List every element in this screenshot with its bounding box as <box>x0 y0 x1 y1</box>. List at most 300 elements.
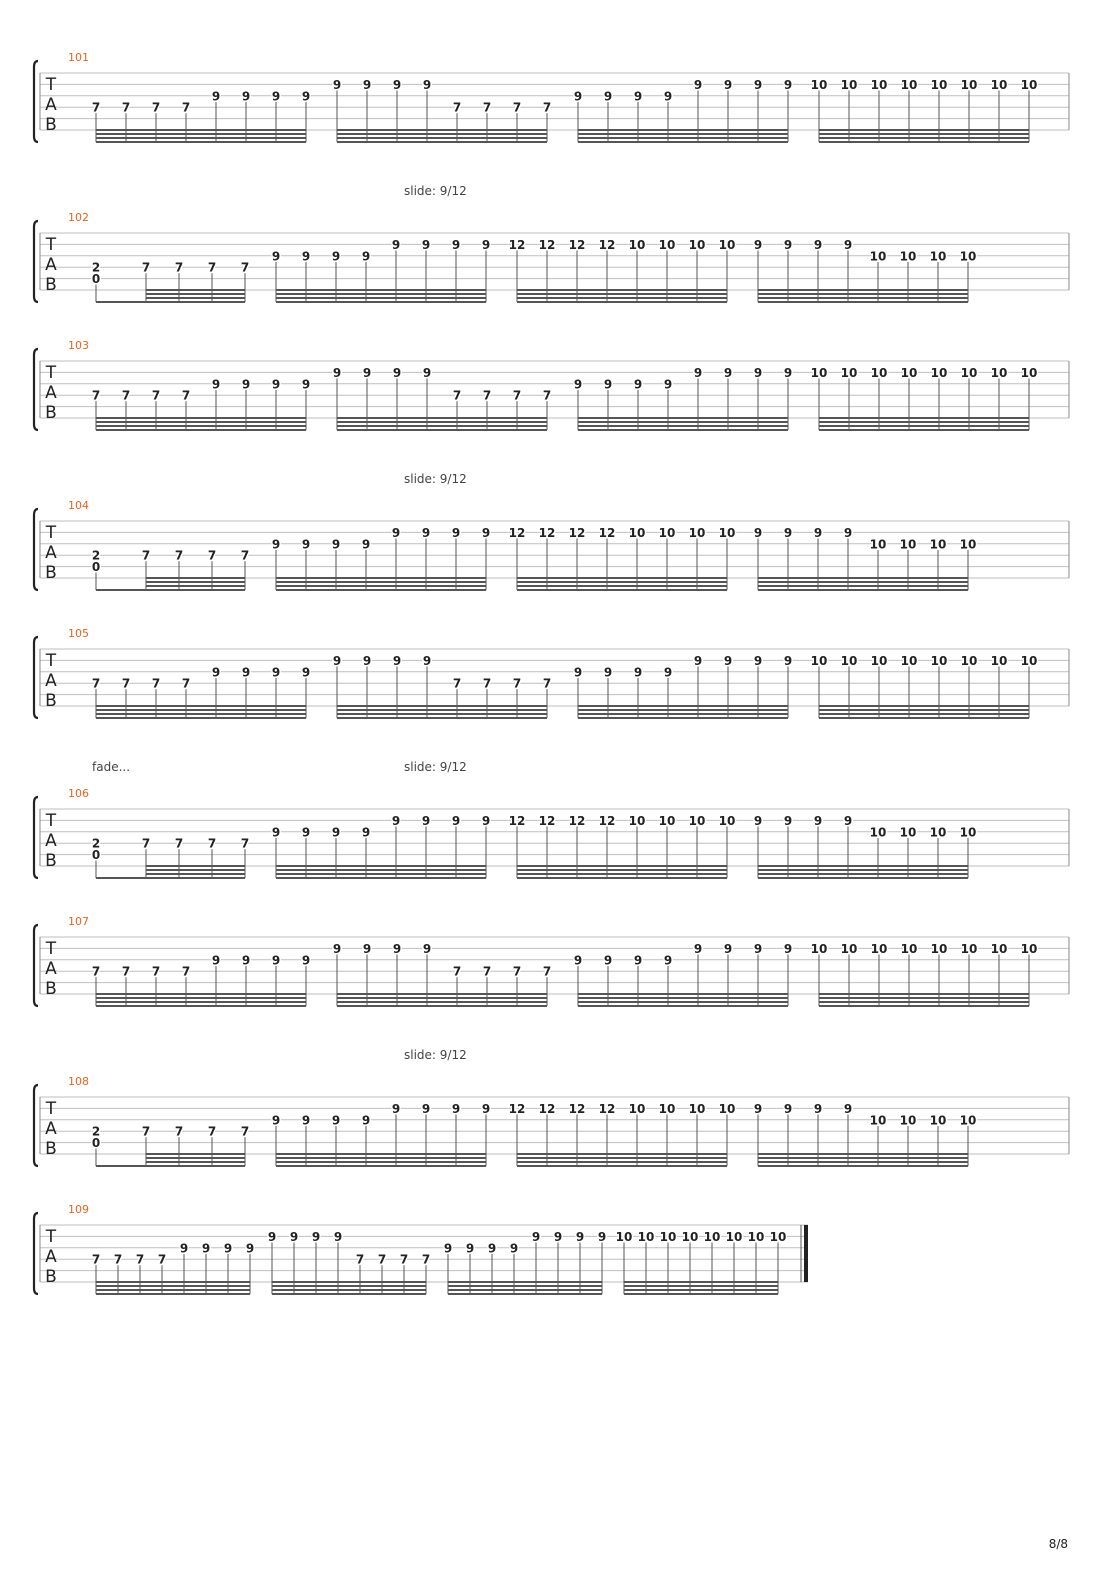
fret-number: 10 <box>688 1101 706 1116</box>
fret-number: 7 <box>207 836 217 851</box>
fret-number: 7 <box>482 964 492 979</box>
fret-number: 9 <box>753 365 763 380</box>
fret-number: 9 <box>723 77 733 92</box>
fret-number: 7 <box>207 260 217 275</box>
fret-number: 9 <box>693 365 703 380</box>
fret-number: 12 <box>538 237 556 252</box>
fret-number: 10 <box>900 941 918 956</box>
fret-number: 9 <box>301 377 311 392</box>
fret-number: 7 <box>207 1124 217 1139</box>
fret-number: 9 <box>633 377 643 392</box>
fret-number: 9 <box>301 537 311 552</box>
fret-number: 9 <box>211 953 221 968</box>
fret-number: 7 <box>113 1252 123 1267</box>
fret-number: 10 <box>718 813 736 828</box>
fret-number: 9 <box>271 249 281 264</box>
fret-number: 9 <box>723 653 733 668</box>
fret-number: 10 <box>959 825 977 840</box>
fret-number: 7 <box>157 1252 167 1267</box>
fret-number: 9 <box>603 665 613 680</box>
fret-number: 12 <box>598 813 616 828</box>
fret-number: 7 <box>512 676 522 691</box>
fret-number: 10 <box>900 365 918 380</box>
system-bracket <box>34 797 38 878</box>
fret-number: 10 <box>929 825 947 840</box>
tab-clef-letter: B <box>45 403 57 423</box>
fret-number: 9 <box>241 377 251 392</box>
fret-number: 7 <box>91 100 101 115</box>
fret-number: 10 <box>658 237 676 252</box>
tab-clef-letter: T <box>45 651 57 671</box>
fret-number: 9 <box>813 813 823 828</box>
fret-number: 9 <box>451 525 461 540</box>
fret-number: 7 <box>512 388 522 403</box>
fret-number: 7 <box>91 676 101 691</box>
fret-number: 9 <box>603 953 613 968</box>
fret-number: 7 <box>181 964 191 979</box>
fret-number: 12 <box>538 813 556 828</box>
fret-number: 7 <box>174 1124 184 1139</box>
measure-number: 106 <box>68 787 89 800</box>
system-bracket <box>34 509 38 590</box>
fret-number: 10 <box>899 537 917 552</box>
fret-number: 9 <box>723 365 733 380</box>
fret-number: 9 <box>843 1101 853 1116</box>
fret-number: 7 <box>421 1252 431 1267</box>
fret-number: 10 <box>899 249 917 264</box>
fret-number: 7 <box>141 260 151 275</box>
tab-clef-letter: B <box>45 275 57 295</box>
fret-number: 9 <box>663 665 673 680</box>
fret-number: 7 <box>135 1252 145 1267</box>
fret-number: 7 <box>240 260 250 275</box>
page-number: 8/8 <box>1048 1537 1068 1551</box>
fret-number: 9 <box>422 941 432 956</box>
fret-number: 9 <box>443 1241 453 1256</box>
fret-number: 10 <box>959 249 977 264</box>
tab-clef-letter: A <box>45 959 57 979</box>
fret-number: 2 <box>91 548 101 563</box>
fret-number: 12 <box>508 1101 526 1116</box>
fret-number: 9 <box>331 1113 341 1128</box>
fret-number: 9 <box>753 813 763 828</box>
fret-number: 9 <box>573 89 583 104</box>
annotation-text: slide: 9/12 <box>404 760 467 774</box>
tab-clef-letter: A <box>45 95 57 115</box>
measure-number: 107 <box>68 915 89 928</box>
fret-number: 9 <box>311 1229 321 1244</box>
fret-number: 10 <box>869 825 887 840</box>
measure-number: 102 <box>68 211 89 224</box>
fret-number: 10 <box>960 653 978 668</box>
fret-number: 7 <box>207 548 217 563</box>
fret-number: 9 <box>201 1241 211 1256</box>
fret-number: 9 <box>211 665 221 680</box>
fret-number: 10 <box>930 77 948 92</box>
fret-number: 12 <box>598 525 616 540</box>
fret-number: 9 <box>603 89 613 104</box>
tab-clef-letter: A <box>45 543 57 563</box>
fret-number: 7 <box>542 388 552 403</box>
fret-number: 9 <box>271 1113 281 1128</box>
fret-number: 10 <box>870 77 888 92</box>
tab-clef-letter: A <box>45 383 57 403</box>
fret-number: 9 <box>241 89 251 104</box>
measure-number: 105 <box>68 627 89 640</box>
fret-number: 9 <box>531 1229 541 1244</box>
fret-number: 9 <box>361 825 371 840</box>
measure-number: 108 <box>68 1075 89 1088</box>
fret-number: 9 <box>301 249 311 264</box>
fret-number: 10 <box>840 653 858 668</box>
fret-number: 9 <box>331 537 341 552</box>
fret-number: 9 <box>451 813 461 828</box>
fret-number: 9 <box>332 365 342 380</box>
fret-number: 9 <box>361 1113 371 1128</box>
fret-number: 9 <box>332 653 342 668</box>
tab-system <box>34 915 1069 1006</box>
fret-number: 10 <box>960 941 978 956</box>
tab-clef-letter: B <box>45 691 57 711</box>
fret-number: 12 <box>538 525 556 540</box>
fret-number: 7 <box>121 100 131 115</box>
fret-number: 10 <box>869 1113 887 1128</box>
fret-number: 9 <box>333 1229 343 1244</box>
fret-number: 7 <box>482 100 492 115</box>
measure-number: 109 <box>68 1203 89 1216</box>
fret-number: 9 <box>723 941 733 956</box>
fret-number: 9 <box>331 825 341 840</box>
fret-number: 7 <box>542 964 552 979</box>
fret-number: 9 <box>843 237 853 252</box>
fret-number: 12 <box>598 237 616 252</box>
fret-number: 10 <box>930 653 948 668</box>
fret-number: 7 <box>482 676 492 691</box>
fret-number: 10 <box>930 365 948 380</box>
fret-number: 10 <box>900 653 918 668</box>
fret-number: 9 <box>392 77 402 92</box>
tab-clef-letter: A <box>45 1247 57 1267</box>
fret-number: 7 <box>542 676 552 691</box>
fret-number: 9 <box>362 941 372 956</box>
fret-number: 10 <box>840 365 858 380</box>
fret-number: 10 <box>900 77 918 92</box>
tab-clef-letter: T <box>45 939 57 959</box>
fret-number: 2 <box>91 1124 101 1139</box>
tab-system <box>34 184 1069 302</box>
system-bracket <box>34 925 38 1006</box>
fret-number: 12 <box>568 813 586 828</box>
fret-number: 9 <box>422 77 432 92</box>
fret-number: 7 <box>141 1124 151 1139</box>
tab-system <box>34 51 1069 142</box>
fret-number: 9 <box>509 1241 519 1256</box>
fret-number: 9 <box>179 1241 189 1256</box>
fret-number: 7 <box>91 964 101 979</box>
fret-number: 9 <box>245 1241 255 1256</box>
fret-number: 7 <box>377 1252 387 1267</box>
tab-clef-letter: T <box>45 523 57 543</box>
fret-number: 9 <box>753 1101 763 1116</box>
fret-number: 7 <box>452 100 462 115</box>
fret-number: 12 <box>508 525 526 540</box>
fret-number: 7 <box>355 1252 365 1267</box>
tab-clef-letter: B <box>45 851 57 871</box>
fret-number: 9 <box>481 1101 491 1116</box>
fret-number: 9 <box>421 525 431 540</box>
fret-number: 9 <box>843 525 853 540</box>
fret-number: 9 <box>813 525 823 540</box>
fret-number: 9 <box>783 237 793 252</box>
fret-number: 9 <box>693 941 703 956</box>
fret-number: 10 <box>899 1113 917 1128</box>
fret-number: 9 <box>451 1101 461 1116</box>
fret-number: 9 <box>573 953 583 968</box>
fret-number: 10 <box>899 825 917 840</box>
fret-number: 9 <box>362 365 372 380</box>
fret-number: 10 <box>930 941 948 956</box>
fret-number: 9 <box>271 825 281 840</box>
fret-number: 9 <box>271 537 281 552</box>
fret-number: 10 <box>769 1229 787 1244</box>
fret-number: 9 <box>391 525 401 540</box>
fret-number: 9 <box>223 1241 233 1256</box>
fret-number: 7 <box>121 388 131 403</box>
fret-number: 9 <box>753 237 763 252</box>
fret-number: 9 <box>241 665 251 680</box>
fret-number: 9 <box>301 89 311 104</box>
fret-number: 10 <box>718 1101 736 1116</box>
fret-number: 9 <box>362 77 372 92</box>
fret-number: 0 <box>91 560 101 575</box>
fret-number: 9 <box>487 1241 497 1256</box>
system-bracket <box>34 221 38 302</box>
fret-number: 9 <box>361 537 371 552</box>
fret-number: 9 <box>362 653 372 668</box>
fret-number: 10 <box>990 941 1008 956</box>
fret-number: 9 <box>575 1229 585 1244</box>
fret-number: 9 <box>843 813 853 828</box>
fret-number: 10 <box>659 1229 677 1244</box>
tab-clef-letter: T <box>45 811 57 831</box>
fret-number: 10 <box>990 365 1008 380</box>
fret-number: 10 <box>1020 77 1038 92</box>
fret-number: 10 <box>658 813 676 828</box>
fret-number: 10 <box>960 77 978 92</box>
fret-number: 9 <box>331 249 341 264</box>
fret-number: 9 <box>783 525 793 540</box>
fret-number: 9 <box>663 377 673 392</box>
annotation-text: slide: 9/12 <box>404 1048 467 1062</box>
fret-number: 7 <box>121 676 131 691</box>
fret-number: 10 <box>810 941 828 956</box>
fret-number: 10 <box>1020 941 1038 956</box>
tab-clef-letter: A <box>45 671 57 691</box>
fret-number: 9 <box>783 653 793 668</box>
measure-number: 103 <box>68 339 89 352</box>
fret-number: 9 <box>301 1113 311 1128</box>
fret-number: 9 <box>241 953 251 968</box>
fret-number: 9 <box>553 1229 563 1244</box>
fret-number: 9 <box>422 365 432 380</box>
fret-number: 12 <box>568 237 586 252</box>
fret-number: 7 <box>240 548 250 563</box>
tab-system <box>34 1203 808 1294</box>
fret-number: 12 <box>508 237 526 252</box>
fret-number: 9 <box>211 89 221 104</box>
system-bracket <box>34 349 38 430</box>
tab-clef-letter: B <box>45 115 57 135</box>
fret-number: 7 <box>181 388 191 403</box>
fret-number: 0 <box>91 848 101 863</box>
fret-number: 9 <box>465 1241 475 1256</box>
fret-number: 9 <box>753 525 763 540</box>
fret-number: 9 <box>391 1101 401 1116</box>
fret-number: 10 <box>688 237 706 252</box>
fret-number: 10 <box>929 537 947 552</box>
fret-number: 7 <box>91 1252 101 1267</box>
fret-number: 9 <box>289 1229 299 1244</box>
tab-clef-letter: T <box>45 75 57 95</box>
fret-number: 9 <box>693 653 703 668</box>
fret-number: 9 <box>421 1101 431 1116</box>
fret-number: 9 <box>783 813 793 828</box>
fret-number: 7 <box>512 964 522 979</box>
fret-number: 9 <box>301 825 311 840</box>
fret-number: 10 <box>840 941 858 956</box>
fret-number: 9 <box>813 237 823 252</box>
fret-number: 9 <box>421 237 431 252</box>
tab-clef-letter: B <box>45 1267 57 1287</box>
fret-number: 10 <box>747 1229 765 1244</box>
fret-number: 7 <box>141 548 151 563</box>
system-bracket <box>34 1213 38 1294</box>
fret-number: 7 <box>240 836 250 851</box>
fret-number: 10 <box>959 1113 977 1128</box>
fret-number: 9 <box>332 941 342 956</box>
fret-number: 7 <box>151 388 161 403</box>
fret-number: 10 <box>810 365 828 380</box>
annotation-text: fade... <box>92 760 131 774</box>
system-bracket <box>34 637 38 718</box>
tab-clef-letter: A <box>45 255 57 275</box>
fret-number: 10 <box>688 813 706 828</box>
fret-number: 9 <box>392 365 402 380</box>
fret-number: 7 <box>151 100 161 115</box>
system-bracket <box>34 1085 38 1166</box>
measure-number: 101 <box>68 51 89 64</box>
fret-number: 7 <box>181 100 191 115</box>
fret-number: 9 <box>271 89 281 104</box>
fret-number: 9 <box>421 813 431 828</box>
fret-number: 9 <box>753 941 763 956</box>
fret-number: 7 <box>174 548 184 563</box>
fret-number: 9 <box>211 377 221 392</box>
fret-number: 10 <box>870 365 888 380</box>
tab-system <box>34 627 1069 718</box>
fret-number: 9 <box>663 89 673 104</box>
fret-number: 7 <box>542 100 552 115</box>
fret-number: 10 <box>725 1229 743 1244</box>
fret-number: 9 <box>391 813 401 828</box>
fret-number: 9 <box>663 953 673 968</box>
fret-number: 2 <box>91 260 101 275</box>
fret-number: 9 <box>267 1229 277 1244</box>
fret-number: 7 <box>452 676 462 691</box>
fret-number: 10 <box>658 1101 676 1116</box>
fret-number: 7 <box>399 1252 409 1267</box>
fret-number: 0 <box>91 272 101 287</box>
fret-number: 9 <box>481 525 491 540</box>
fret-number: 9 <box>422 653 432 668</box>
fret-number: 9 <box>481 813 491 828</box>
fret-number: 7 <box>121 964 131 979</box>
fret-number: 9 <box>633 665 643 680</box>
fret-number: 9 <box>783 1101 793 1116</box>
fret-number: 12 <box>568 1101 586 1116</box>
fret-number: 9 <box>633 953 643 968</box>
fret-number: 10 <box>960 365 978 380</box>
fret-number: 10 <box>681 1229 699 1244</box>
fret-number: 9 <box>573 665 583 680</box>
tab-clef-letter: B <box>45 563 57 583</box>
fret-number: 10 <box>637 1229 655 1244</box>
fret-number: 10 <box>718 525 736 540</box>
fret-number: 12 <box>568 525 586 540</box>
fret-number: 2 <box>91 836 101 851</box>
fret-number: 10 <box>869 537 887 552</box>
fret-number: 12 <box>538 1101 556 1116</box>
fret-number: 9 <box>392 941 402 956</box>
fret-number: 9 <box>332 77 342 92</box>
fret-number: 7 <box>452 964 462 979</box>
measure-number: 104 <box>68 499 89 512</box>
fret-number: 10 <box>1020 365 1038 380</box>
tab-system <box>34 1048 1069 1166</box>
fret-number: 9 <box>753 77 763 92</box>
fret-number: 9 <box>451 237 461 252</box>
tab-system <box>34 760 1069 878</box>
fret-number: 9 <box>301 665 311 680</box>
fret-number: 9 <box>597 1229 607 1244</box>
fret-number: 7 <box>240 1124 250 1139</box>
fret-number: 7 <box>141 836 151 851</box>
fret-number: 9 <box>481 237 491 252</box>
fret-number: 10 <box>628 525 646 540</box>
fret-number: 9 <box>633 89 643 104</box>
fret-number: 7 <box>512 100 522 115</box>
fret-number: 9 <box>783 77 793 92</box>
fret-number: 10 <box>959 537 977 552</box>
tab-clef-letter: B <box>45 1139 57 1159</box>
tab-clef-letter: B <box>45 979 57 999</box>
fret-number: 9 <box>603 377 613 392</box>
tab-clef-letter: T <box>45 363 57 383</box>
fret-number: 10 <box>703 1229 721 1244</box>
tab-clef-letter: A <box>45 1119 57 1139</box>
fret-number: 9 <box>573 377 583 392</box>
fret-number: 9 <box>783 365 793 380</box>
fret-number: 9 <box>753 653 763 668</box>
fret-number: 9 <box>271 377 281 392</box>
fret-number: 9 <box>301 953 311 968</box>
fret-number: 9 <box>271 953 281 968</box>
fret-number: 0 <box>91 1136 101 1151</box>
tab-system <box>34 472 1069 590</box>
fret-number: 10 <box>870 941 888 956</box>
annotation-text: slide: 9/12 <box>404 184 467 198</box>
fret-number: 9 <box>271 665 281 680</box>
